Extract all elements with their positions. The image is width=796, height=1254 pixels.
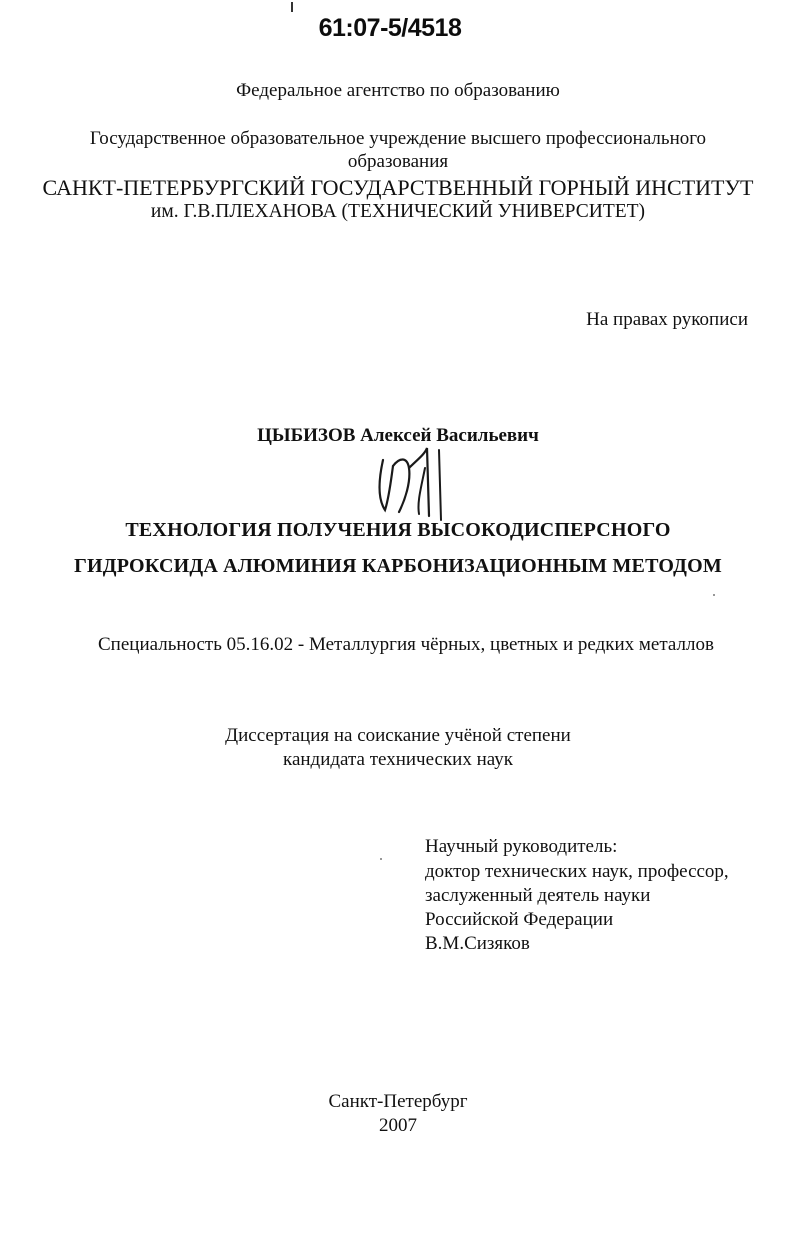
manuscript-rights-note: На правах рукописи <box>586 309 748 330</box>
scan-speck <box>380 858 382 860</box>
scan-speck <box>713 594 715 596</box>
scan-mark <box>291 2 293 12</box>
institution-honorific: им. Г.В.ПЛЕХАНОВА (ТЕХНИЧЕСКИЙ УНИВЕРСИТЕТ) <box>150 201 646 222</box>
institution-name: САНКТ-ПЕТЕРБУРГСКИЙ ГОСУДАРСТВЕННЫЙ ГОРНЫЙ ИНСТИТУТ <box>42 175 754 200</box>
institution-line-2: образования <box>347 151 449 172</box>
handwritten-signature <box>365 438 455 528</box>
city: Санкт-Петербург <box>328 1091 468 1112</box>
advisor-label: Научный руководитель: <box>425 836 618 857</box>
advisor-degree: доктор технических наук, профессор, <box>425 861 729 882</box>
agency-name: Федеральное агентство по образованию <box>236 80 560 101</box>
degree-line-2: кандидата технических наук <box>283 749 513 770</box>
year: 2007 <box>379 1115 417 1136</box>
dissertation-title-line-2: ГИДРОКСИДА АЛЮМИНИЯ КАРБОНИЗАЦИОННЫМ МЕТОДОМ <box>74 555 722 577</box>
advisor-name: В.М.Сизяков <box>425 933 530 954</box>
archive-stamp-code: 61:07-5/4518 <box>318 14 462 42</box>
degree-line-1: Диссертация на соискание учёной степени <box>225 725 571 746</box>
author-name: ЦЫБИЗОВ Алексей Васильевич <box>257 425 539 446</box>
institution-line-1: Государственное образовательное учреждение высшего профессионального <box>89 128 707 149</box>
dissertation-title-line-1: ТЕХНОЛОГИЯ ПОЛУЧЕНИЯ ВЫСОКОДИСПЕРСНОГО <box>125 519 671 541</box>
advisor-title-country: Российской Федерации <box>425 909 614 930</box>
advisor-title: заслуженный деятель науки <box>425 885 651 906</box>
specialty: Специальность 05.16.02 - Металлургия чёрных, цветных и редких металлов <box>98 634 714 655</box>
